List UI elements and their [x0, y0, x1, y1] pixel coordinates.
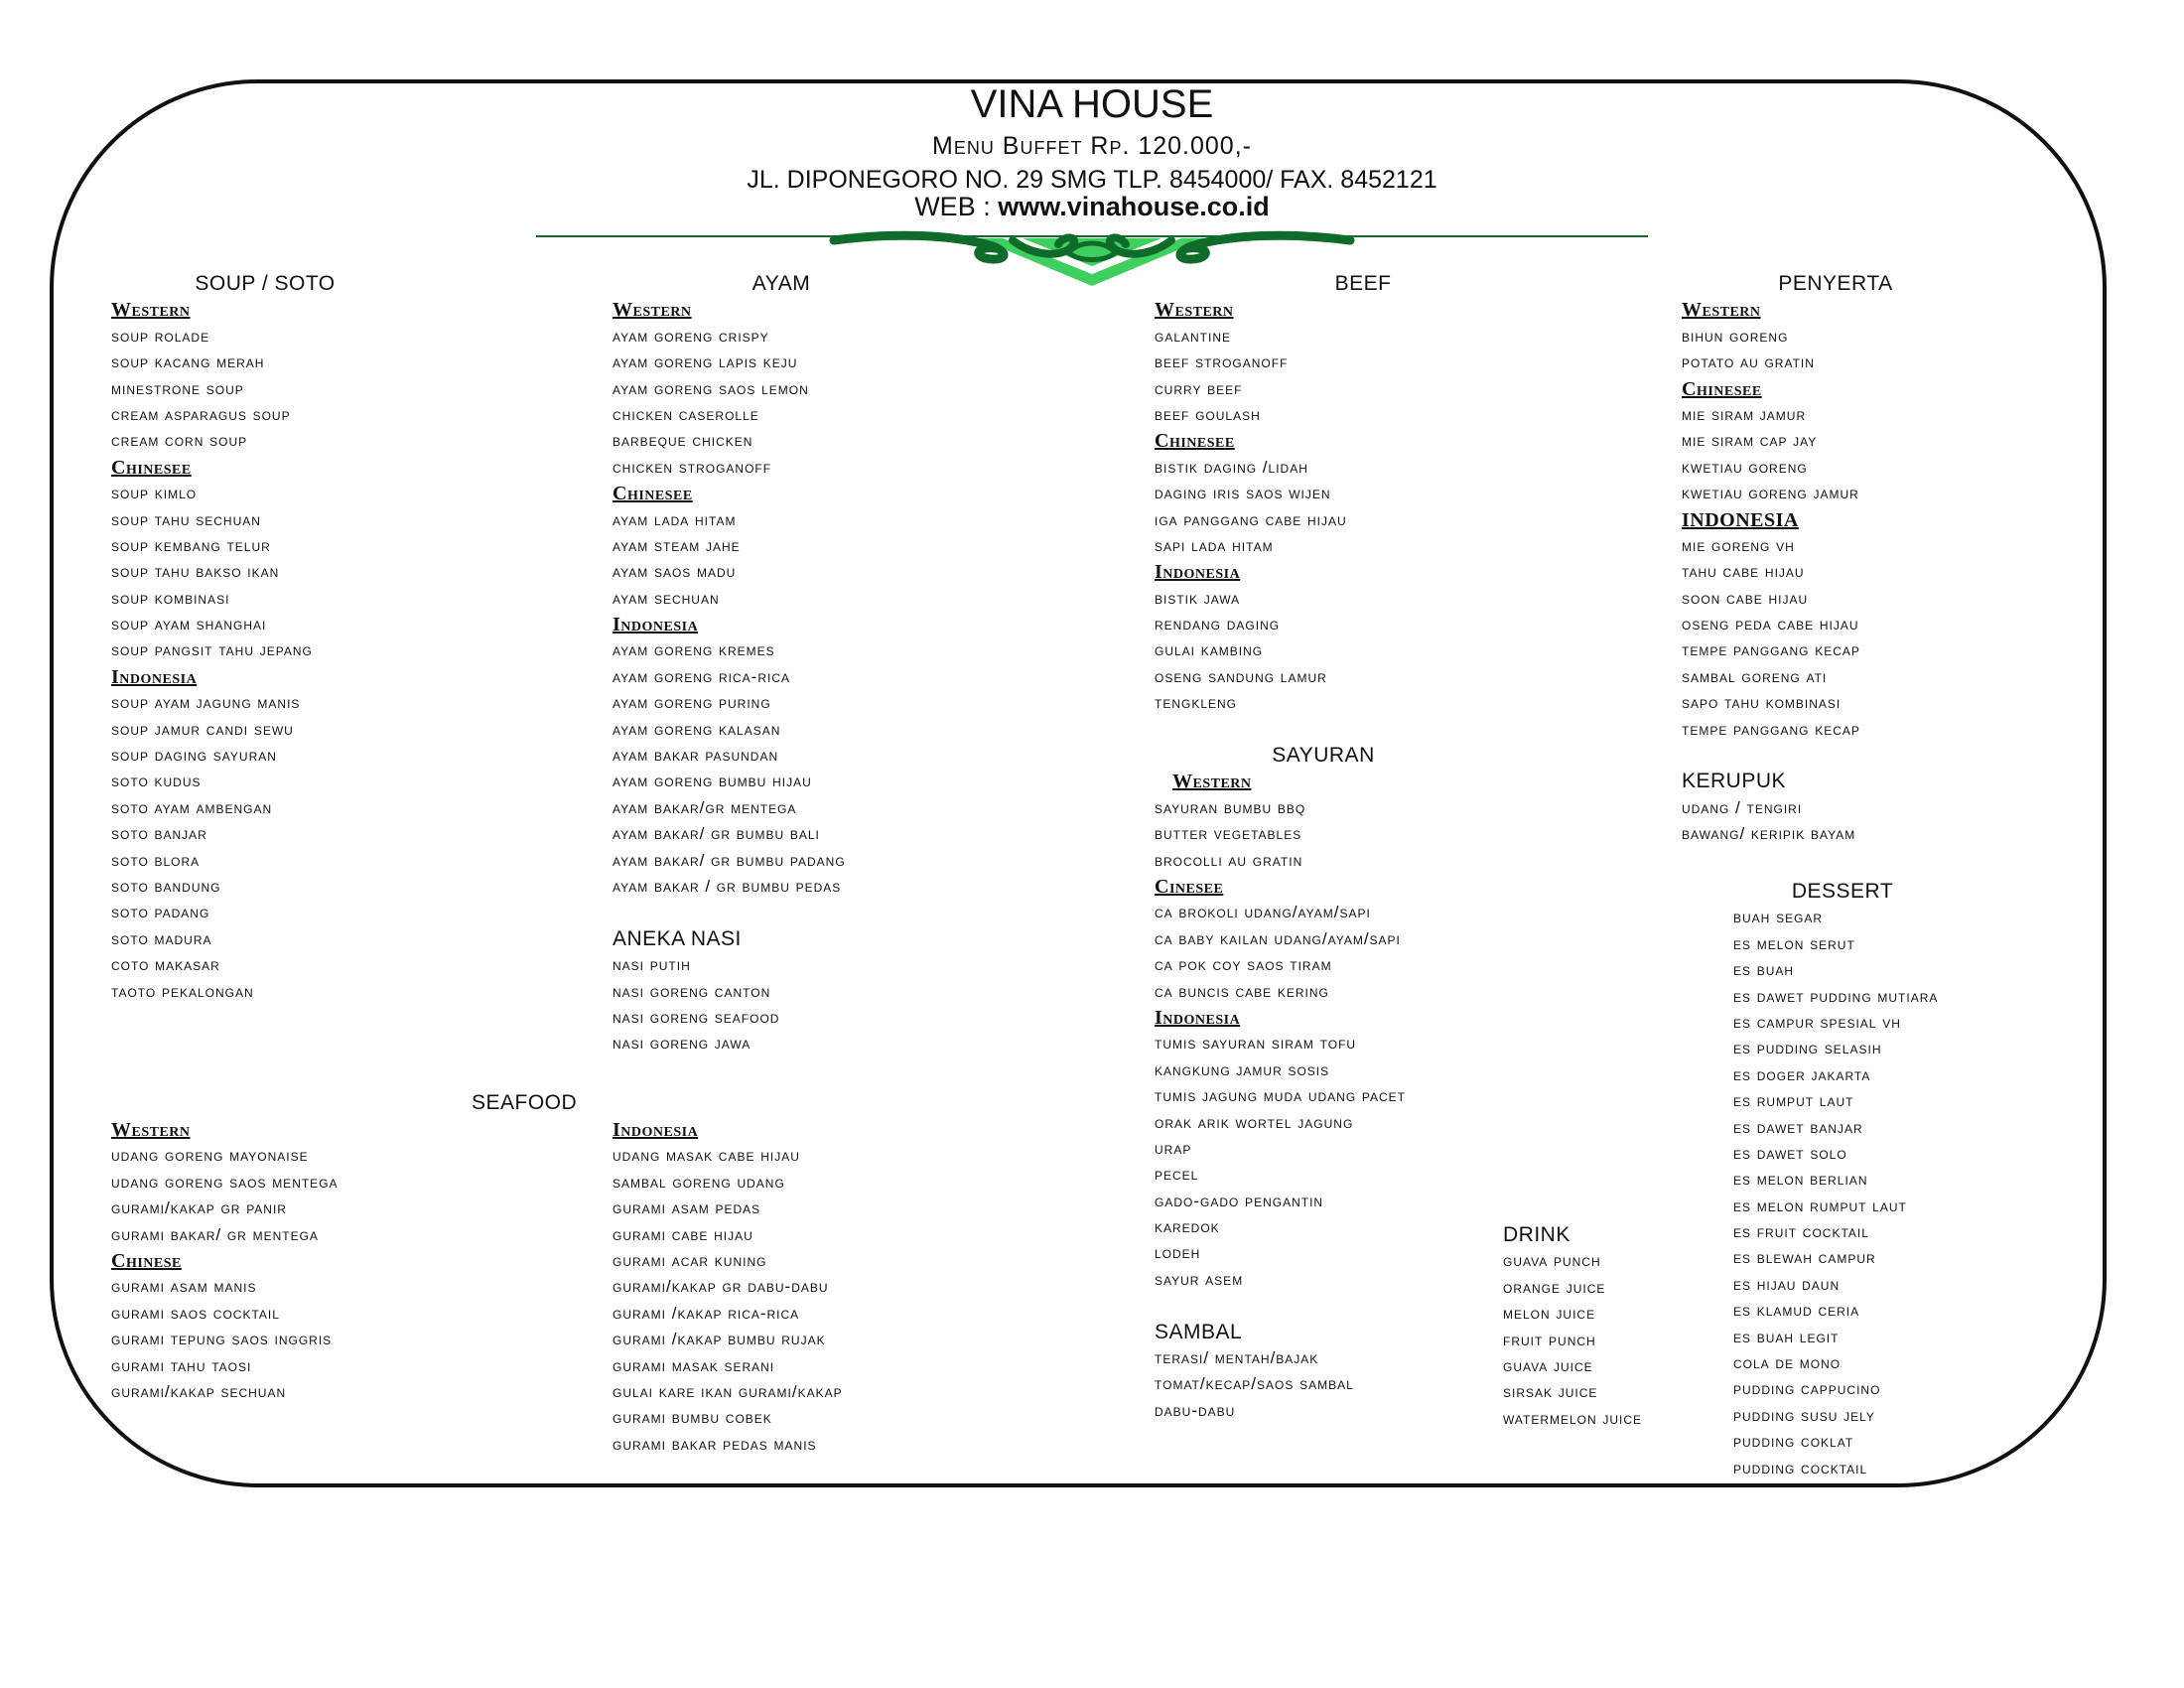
- list-item: tempe panggang kecap: [1682, 719, 1860, 739]
- list-item: soup rolade: [111, 326, 210, 346]
- sambal-title: SAMBAL: [1155, 1320, 1243, 1343]
- list-item: rendang daging: [1155, 615, 1281, 634]
- list-item: ayam sechuan: [613, 588, 720, 608]
- soup-chinese-heading: Chinesee: [111, 456, 192, 479]
- list-item: gurami /kakap rica-rica: [613, 1303, 800, 1323]
- beef-section: [1155, 271, 1552, 1424]
- beef-chinese-heading: Chinesee: [1155, 430, 1235, 453]
- list-item: bawang/ keripik bayam: [1682, 824, 1856, 844]
- list-item: gurami saos cocktail: [111, 1303, 280, 1323]
- list-item: gurami asam pedas: [613, 1198, 761, 1218]
- list-item: pecel: [1155, 1165, 1199, 1185]
- list-item: ca pok coy saos tiram: [1155, 955, 1332, 975]
- list-item: galantine: [1155, 326, 1232, 346]
- list-item: oseng peda cabe hijau: [1682, 615, 1859, 634]
- list-item: sayuran bumbu bbq: [1155, 797, 1306, 817]
- buffet-price: Menu Buffet Rp. 120.000,-: [932, 132, 1252, 160]
- list-item: soto madura: [111, 928, 212, 948]
- list-item: es dawet banjar: [1733, 1117, 1863, 1137]
- list-item: udang / tengiri: [1682, 797, 1803, 817]
- list-item: es pudding selasih: [1733, 1039, 1882, 1058]
- seafood-western-heading: Western: [111, 1119, 191, 1141]
- list-item: brocolli au gratin: [1155, 850, 1303, 870]
- list-item: udang goreng saos mentega: [111, 1172, 339, 1192]
- list-item: terasi/ mentah/bajak: [1155, 1348, 1319, 1368]
- list-item: ayam goreng bumbu hijau: [613, 772, 812, 791]
- list-item: tengkleng: [1155, 693, 1238, 713]
- list-item: gurami /kakap bumbu rujak: [613, 1330, 826, 1349]
- list-item: bistik jawa: [1155, 588, 1241, 608]
- list-item: potato au gratin: [1682, 352, 1815, 372]
- list-item: barbeque chicken: [613, 431, 753, 451]
- list-item: curry beef: [1155, 378, 1243, 398]
- list-item: gulai kare ikan gurami/kakap: [613, 1381, 843, 1401]
- list-item: kangkung jamur sosis: [1155, 1059, 1330, 1079]
- sayuran-title: SAYURAN: [1272, 744, 1375, 768]
- penyerta-title: PENYERTA: [1778, 272, 1893, 295]
- list-item: tahu cabe hijau: [1682, 562, 1805, 582]
- seafood-indonesia-heading: Indonesia: [613, 1119, 699, 1141]
- list-item: gurami asam manis: [111, 1277, 257, 1297]
- list-item: guava punch: [1503, 1251, 1601, 1271]
- list-item: sapo tahu kombinasi: [1682, 693, 1842, 713]
- list-item: es blewah campur: [1733, 1248, 1876, 1268]
- list-item: pudding cappucino: [1733, 1379, 1881, 1399]
- list-item: ayam goreng saos lemon: [613, 378, 809, 398]
- penyerta-western-heading: Western: [1682, 299, 1761, 322]
- seafood-section-right: [613, 1117, 1089, 1458]
- list-item: nasi putih: [613, 955, 691, 975]
- spacer: [1155, 1293, 1552, 1319]
- list-item: ayam goreng kremes: [613, 640, 775, 660]
- seafood-title: SEAFOOD: [472, 1091, 578, 1114]
- list-item: ca buncis cabe kering: [1155, 981, 1329, 1001]
- list-item: gurami bakar/ gr mentega: [111, 1224, 319, 1244]
- list-item: soto bandung: [111, 876, 221, 896]
- list-item: es doger jakarta: [1733, 1064, 1871, 1084]
- list-item: sayur asem: [1155, 1269, 1244, 1289]
- list-item: watermelon juice: [1503, 1408, 1643, 1428]
- ayam-chinese-heading: Chinesee: [613, 483, 693, 505]
- penyerta-indonesia-heading: INDONESIA: [1682, 508, 1799, 531]
- list-item: gurami tahu taosi: [111, 1355, 252, 1375]
- soup-indonesia-heading: Indonesia: [111, 665, 198, 688]
- list-item: soto kudus: [111, 772, 202, 791]
- web-label: WEB :: [914, 192, 991, 221]
- list-item: mie siram cap jay: [1682, 431, 1818, 451]
- nasi-title: ANEKA NASI: [613, 926, 742, 950]
- address-line: JL. DIPONEGORO NO. 29 SMG TLP. 8454000/ FAX. 8452121: [747, 166, 1437, 194]
- list-item: urap: [1155, 1138, 1192, 1158]
- list-item: ayam bakar pasundan: [613, 746, 779, 766]
- list-item: pudding susu jely: [1733, 1405, 1875, 1425]
- drink-section: [1503, 1222, 1721, 1432]
- list-item: orak arik wortel jagung: [1155, 1112, 1354, 1132]
- list-item: soup kimlo: [111, 484, 198, 503]
- list-item: soto padang: [111, 903, 210, 922]
- sayuran-chinese-heading: Cinesee: [1155, 875, 1224, 898]
- list-item: mie goreng vh: [1682, 535, 1795, 555]
- soup-western-heading: Western: [111, 299, 191, 322]
- list-item: cream corn soup: [111, 431, 248, 451]
- penyerta-chinese-heading: Chinesee: [1682, 377, 1762, 400]
- list-item: ca baby kailan udang/ayam/sapi: [1155, 928, 1401, 948]
- list-item: sambal goreng udang: [613, 1172, 785, 1192]
- list-item: tumis sayuran siram tofu: [1155, 1034, 1357, 1054]
- list-item: ayam lada hitam: [613, 509, 737, 529]
- seafood-chinese-heading: Chinese: [111, 1249, 182, 1272]
- list-item: soup daging sayuran: [111, 746, 277, 766]
- drink-title: DRINK: [1503, 1223, 1570, 1246]
- list-item: pudding cocktail: [1733, 1458, 1868, 1477]
- ayam-western-heading: Western: [613, 299, 692, 322]
- list-item: chicken stroganoff: [613, 457, 772, 477]
- list-item: ayam bakar / gr bumbu pedas: [613, 876, 842, 896]
- list-item: es dawet solo: [1733, 1143, 1847, 1163]
- seafood-section-left: [111, 1117, 528, 1405]
- ayam-indonesia-heading: Indonesia: [613, 614, 699, 636]
- list-item: nasi goreng seafood: [613, 1007, 780, 1027]
- list-item: kwetiau goreng jamur: [1682, 484, 1859, 503]
- list-item: gurami/kakap sechuan: [111, 1381, 287, 1401]
- dessert-title: DESSERT: [1791, 880, 1894, 903]
- list-item: soup jamur candi sewu: [111, 719, 294, 739]
- list-item: tomat/kecap/saos sambal: [1155, 1374, 1354, 1394]
- web-line: [0, 191, 2184, 222]
- list-item: sapi lada hitam: [1155, 535, 1274, 555]
- list-item: ayam goreng rica-rica: [613, 666, 791, 686]
- list-item: tumis jagung muda udang pacet: [1155, 1086, 1407, 1106]
- list-item: lodeh: [1155, 1243, 1201, 1263]
- list-item: sirsak juice: [1503, 1382, 1598, 1402]
- list-item: beef stroganoff: [1155, 352, 1289, 372]
- kerupuk-title: KERUPUK: [1682, 770, 1787, 793]
- list-item: es campur spesial vh: [1733, 1012, 1901, 1032]
- list-item: orange juice: [1503, 1277, 1606, 1297]
- list-item: es hijau daun: [1733, 1274, 1841, 1294]
- penyerta-section: [1682, 271, 2009, 848]
- list-item: nasi goreng canton: [613, 981, 771, 1001]
- dessert-section: [1733, 879, 2061, 1481]
- beef-indonesia-heading: Indonesia: [1155, 561, 1241, 584]
- sayuran-western-heading: Western: [1172, 771, 1252, 793]
- list-item: udang goreng mayonaise: [111, 1146, 309, 1166]
- spacer: [1682, 743, 2009, 769]
- list-item: kwetiau goreng: [1682, 457, 1808, 477]
- list-item: gurami tepung saos inggris: [111, 1330, 333, 1349]
- list-item: cream asparagus soup: [111, 404, 291, 424]
- list-item: bihun goreng: [1682, 326, 1789, 346]
- list-item: soup tahu bakso ikan: [111, 562, 280, 582]
- soup-section: [111, 271, 528, 1005]
- beef-title: BEEF: [1334, 272, 1392, 295]
- list-item: cola de mono: [1733, 1353, 1842, 1373]
- list-item: beef goulash: [1155, 404, 1261, 424]
- list-item: bistik daging /lidah: [1155, 457, 1308, 477]
- list-item: es melon rumput laut: [1733, 1196, 1907, 1215]
- list-item: soon cabe hijau: [1682, 588, 1809, 608]
- list-item: gurami/kakap gr panir: [111, 1198, 287, 1218]
- list-item: gado-gado pengantin: [1155, 1191, 1324, 1210]
- list-item: ayam goreng puring: [613, 693, 771, 713]
- list-item: pudding coklat: [1733, 1432, 1854, 1452]
- list-item: chicken caserolle: [613, 404, 759, 424]
- list-item: gulai kambing: [1155, 640, 1264, 660]
- list-item: iga panggang cabe hijau: [1155, 509, 1347, 529]
- list-item: minestrone soup: [111, 378, 244, 398]
- list-item: soup tahu sechuan: [111, 509, 261, 529]
- sayuran-indonesia-heading: Indonesia: [1155, 1006, 1241, 1029]
- list-item: taoto pekalongan: [111, 981, 254, 1001]
- list-item: ayam saos madu: [613, 562, 737, 582]
- list-item: ayam steam jahe: [613, 535, 741, 555]
- list-item: es melon serut: [1733, 933, 1855, 953]
- list-item: soto blora: [111, 850, 201, 870]
- list-item: soup kombinasi: [111, 588, 230, 608]
- list-item: oseng sandung lamur: [1155, 666, 1327, 686]
- list-item: soto ayam ambengan: [111, 797, 273, 817]
- list-item: melon juice: [1503, 1304, 1596, 1324]
- list-item: ayam bakar/gr mentega: [613, 797, 797, 817]
- list-item: gurami cabe hijau: [613, 1224, 753, 1244]
- restaurant-title: VINA HOUSE: [970, 82, 1214, 126]
- spacer: [1155, 717, 1552, 743]
- list-item: gurami bumbu cobek: [613, 1408, 772, 1428]
- list-item: soto banjar: [111, 824, 207, 844]
- list-item: butter vegetables: [1155, 824, 1302, 844]
- list-item: nasi goreng jawa: [613, 1034, 751, 1054]
- list-item: fruit punch: [1503, 1330, 1596, 1349]
- list-item: soup kacang merah: [111, 352, 265, 372]
- list-item: coto makasar: [111, 955, 220, 975]
- list-item: buah segar: [1733, 908, 1824, 927]
- list-item: gurami bakar pedas manis: [613, 1434, 817, 1454]
- list-item: es fruit cocktail: [1733, 1222, 1869, 1242]
- list-item: udang masak cabe hijau: [613, 1146, 800, 1166]
- ayam-section: [613, 271, 1089, 1057]
- list-item: guava juice: [1503, 1355, 1593, 1375]
- spacer: [613, 900, 1089, 925]
- list-item: karedok: [1155, 1217, 1220, 1237]
- list-item: tempe panggang kecap: [1682, 640, 1860, 660]
- list-item: soup pangsit tahu jepang: [111, 640, 313, 660]
- list-item: es rumput laut: [1733, 1091, 1854, 1111]
- beef-western-heading: Western: [1155, 299, 1234, 322]
- list-item: daging iris saos wijen: [1155, 484, 1331, 503]
- list-item: es melon berlian: [1733, 1170, 1868, 1190]
- list-item: gurami masak serani: [613, 1355, 775, 1375]
- list-item: ca brokoli udang/ayam/sapi: [1155, 903, 1371, 922]
- list-item: gurami acar kuning: [613, 1250, 767, 1270]
- list-item: es dawet pudding mutiara: [1733, 986, 1939, 1006]
- list-item: soup ayam jagung manis: [111, 693, 301, 713]
- soup-title: SOUP / SOTO: [195, 272, 336, 295]
- ayam-title: AYAM: [751, 272, 811, 295]
- list-item: soup ayam shanghai: [111, 615, 267, 634]
- list-item: gurami/kakap gr dabu-dabu: [613, 1277, 829, 1297]
- list-item: ayam bakar/ gr bumbu padang: [613, 850, 846, 870]
- list-item: es buah legit: [1733, 1327, 1840, 1346]
- list-item: ayam goreng crispy: [613, 326, 769, 346]
- list-item: soup kembang telur: [111, 535, 271, 555]
- list-item: ayam bakar/ gr bumbu bali: [613, 824, 820, 844]
- list-item: es klamud ceria: [1733, 1301, 1860, 1321]
- list-item: ayam goreng lapis keju: [613, 352, 798, 372]
- web-url[interactable]: www.vinahouse.co.id: [998, 192, 1270, 221]
- list-item: mie siram jamur: [1682, 404, 1807, 424]
- list-item: dabu-dabu: [1155, 1400, 1236, 1420]
- list-item: es buah: [1733, 960, 1795, 980]
- list-item: ayam goreng kalasan: [613, 719, 781, 739]
- list-item: sambal goreng ati: [1682, 666, 1828, 686]
